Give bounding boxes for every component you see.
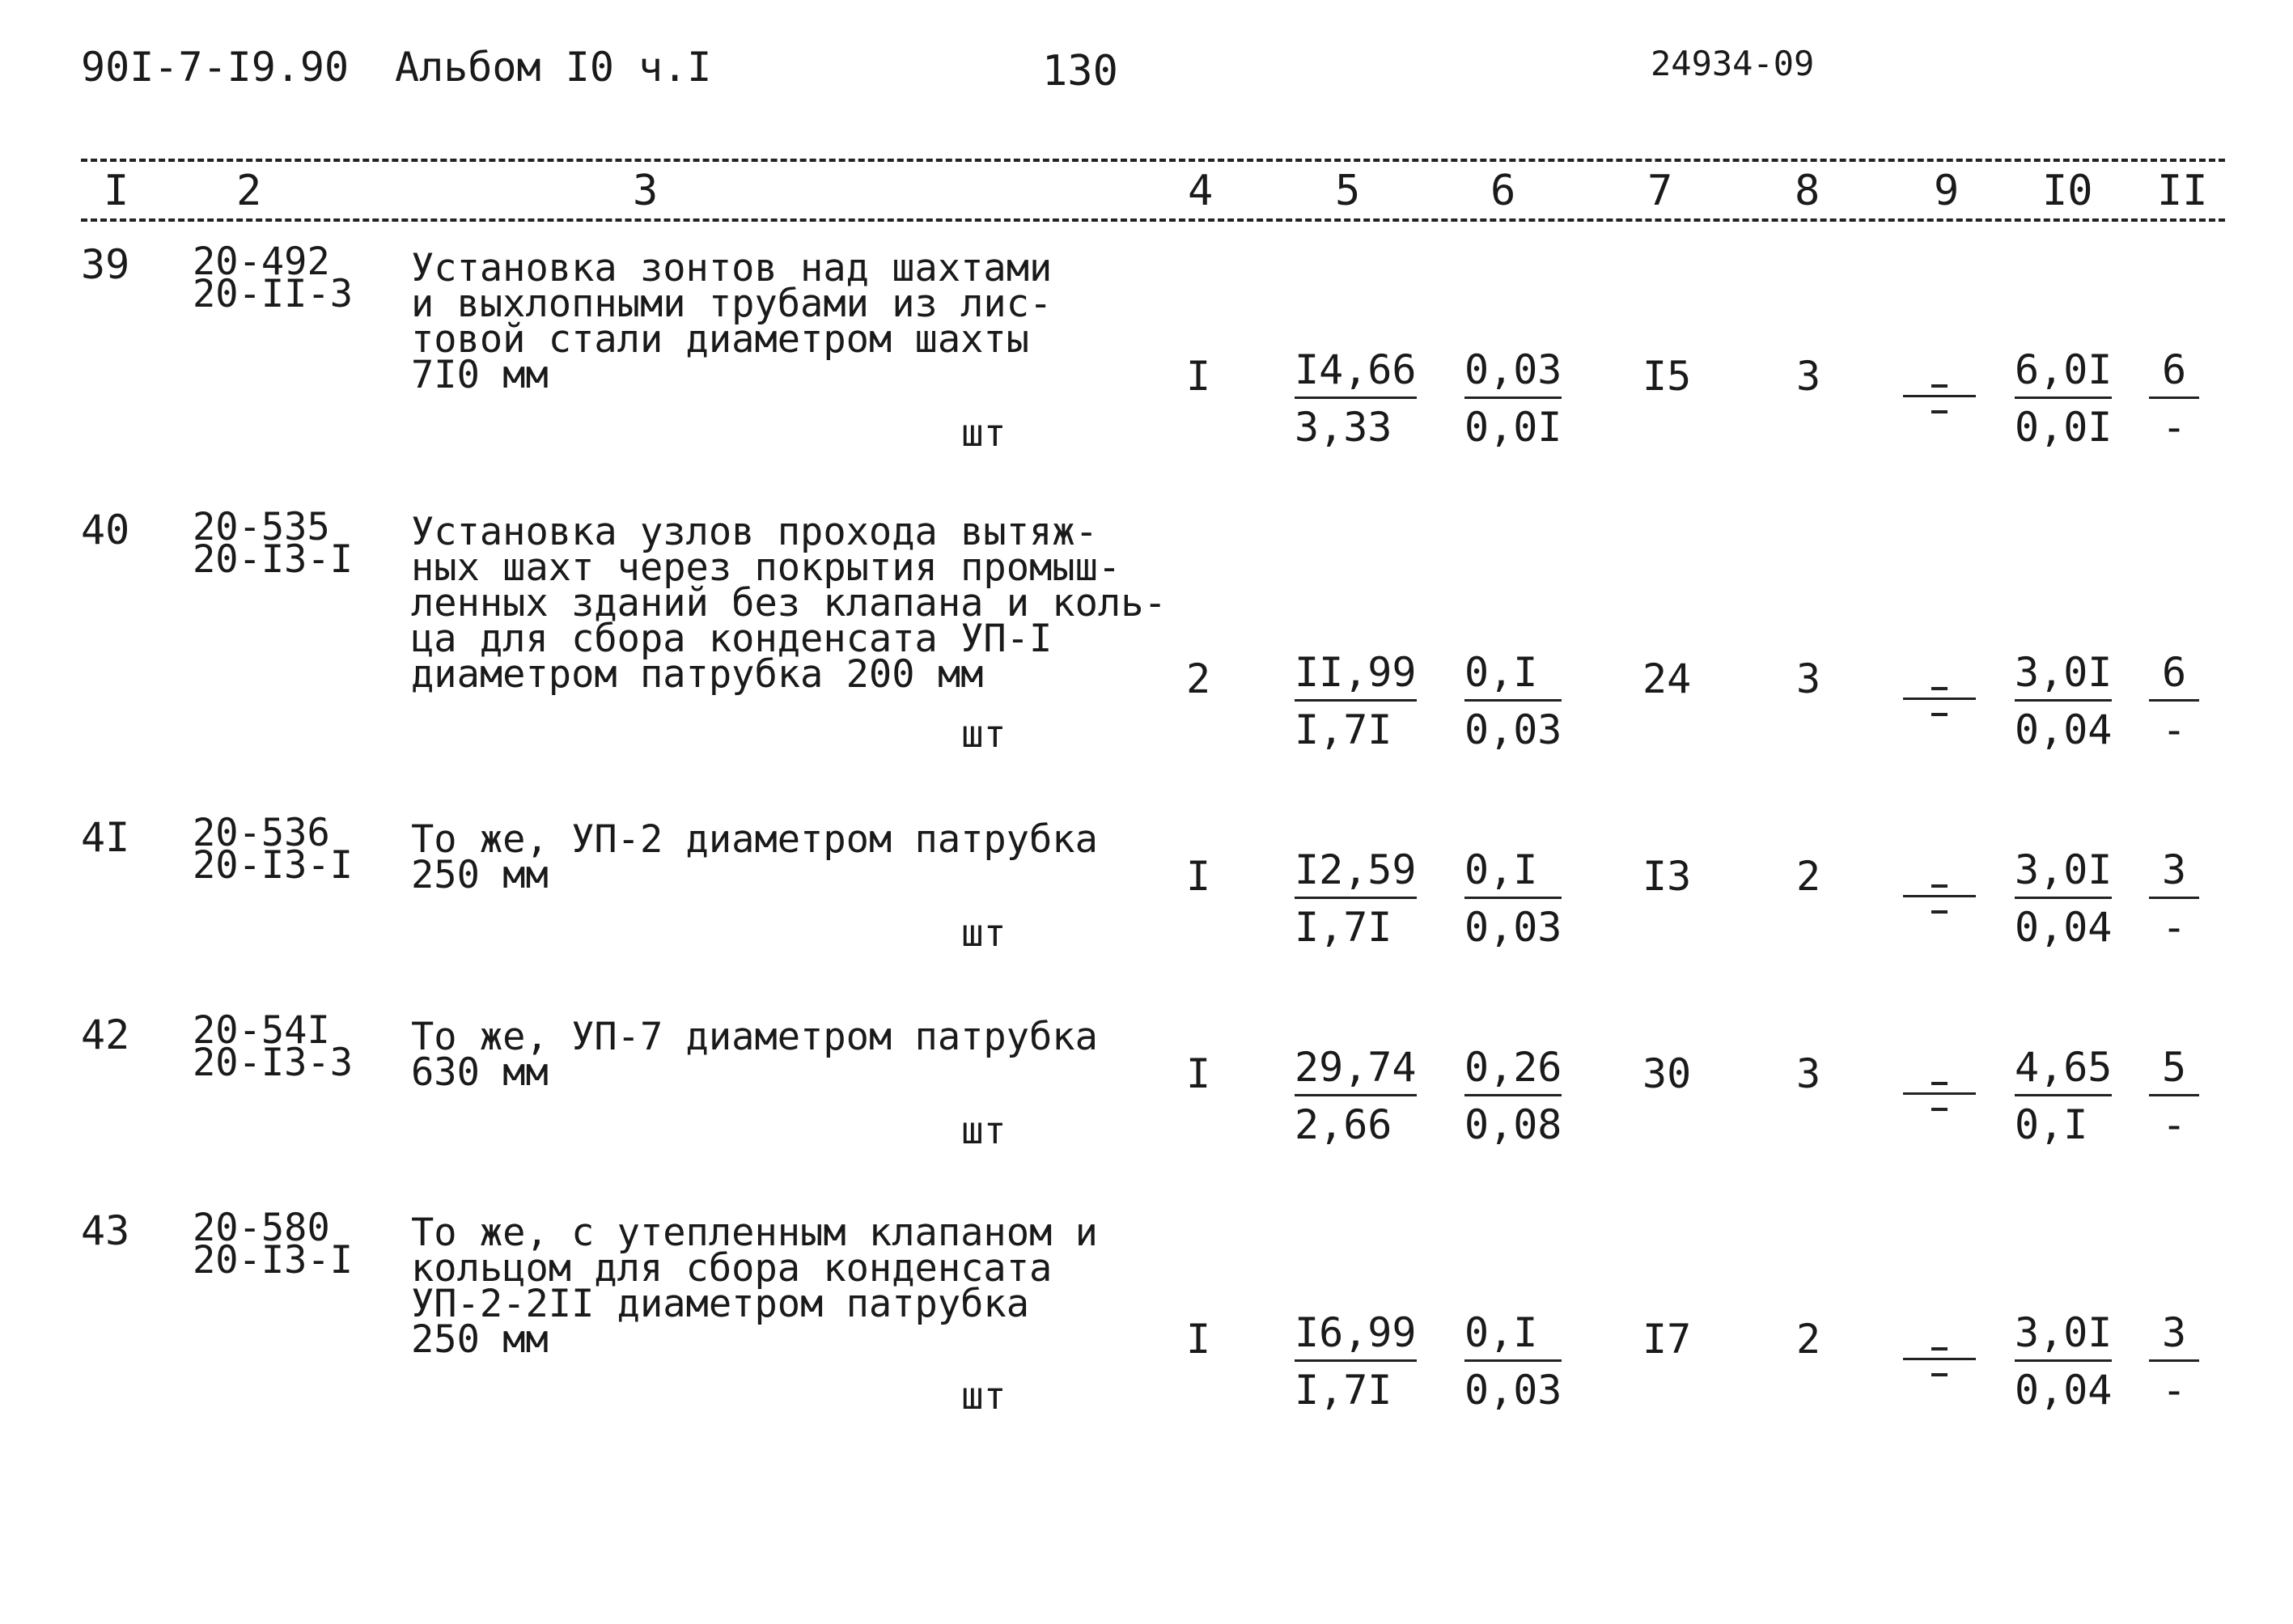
col6-fraction — [1464, 846, 1562, 951]
col5-top: I4,66 — [1295, 350, 1417, 399]
work-description-line: 630 мм — [411, 1050, 549, 1095]
col6-fraction — [1464, 649, 1562, 753]
column-header: 8 — [1795, 167, 1820, 215]
norm-code: 20-492 — [193, 240, 330, 284]
col11-dash: - — [2162, 706, 2187, 753]
unit-label: шт — [961, 1374, 1007, 1418]
work-description-line: 250 мм — [411, 853, 549, 897]
col11-top: 6 — [2149, 350, 2199, 399]
norm-code: 20-I3-I — [193, 537, 354, 582]
work-description-line: Установка зонтов над шахтами — [411, 246, 1053, 290]
col10-fraction — [2015, 1044, 2113, 1148]
col5-fraction — [1295, 346, 1417, 451]
col6-top: 0,I — [1464, 652, 1562, 702]
work-description-line: товой стали диаметром шахты — [411, 317, 1030, 362]
column-header: II — [2157, 167, 2208, 215]
col5-fraction — [1295, 846, 1417, 951]
column-header: 6 — [1490, 167, 1516, 215]
row-number: 39 — [81, 241, 130, 288]
col10-bottom: 0,0I — [2015, 404, 2113, 451]
work-description-line: ленных зданий без клапана и коль- — [411, 581, 1167, 625]
col7-value: I7 — [1642, 1316, 1692, 1363]
norm-code: 20-I3-I — [193, 1238, 354, 1283]
header-rule-bottom — [81, 218, 2225, 222]
col8-value: 3 — [1796, 353, 1821, 400]
col10-fraction — [2015, 846, 2113, 951]
dash-fraction — [1903, 698, 1976, 700]
col5-bottom: I,7I — [1295, 1367, 1392, 1414]
col5-top: II,99 — [1295, 652, 1417, 702]
col10-top: 3,0I — [2015, 1312, 2112, 1362]
col10-bottom: 0,04 — [2015, 1367, 2113, 1414]
norm-code: 20-I3-3 — [193, 1041, 354, 1085]
col6-top: 0,03 — [1464, 350, 1562, 399]
col11-top: 3 — [2149, 1312, 2199, 1362]
column-header: I0 — [2042, 167, 2093, 215]
col5-top: 29,74 — [1295, 1047, 1417, 1096]
dash-fraction — [1903, 395, 1976, 397]
work-description-line: и выхлопными трубами из лис- — [411, 282, 1053, 326]
col10-bottom: 0,04 — [2015, 904, 2113, 951]
doc-code: 90I-7-I9.90 — [81, 44, 350, 91]
col11-top: 3 — [2149, 850, 2199, 899]
column-header: 4 — [1188, 167, 1214, 215]
col7-value: 30 — [1642, 1050, 1692, 1097]
page-number: 130 — [1042, 47, 1118, 95]
col5-top: I2,59 — [1295, 850, 1417, 899]
column-header: 2 — [236, 167, 262, 215]
work-description-line: То же, УП-2 диаметром патрубка — [411, 817, 1098, 862]
norm-code: 20-535 — [193, 505, 330, 549]
dash-fraction — [1903, 895, 1976, 897]
work-description-line: диаметром патрубка 200 мм — [411, 652, 984, 697]
row-number: 42 — [81, 1011, 130, 1058]
col5-fraction — [1295, 649, 1417, 753]
col10-top: 4,65 — [2015, 1047, 2112, 1096]
col8-value: 3 — [1796, 1050, 1821, 1097]
work-description-line: ных шахт через покрытия промыш- — [411, 545, 1121, 590]
quantity-value: I — [1186, 1050, 1211, 1097]
col7-value: I5 — [1642, 353, 1692, 400]
work-description-line: Установка узлов прохода вытяж- — [411, 510, 1098, 554]
col5-bottom: 3,33 — [1295, 404, 1392, 451]
quantity-value: I — [1186, 853, 1211, 900]
stamp-number: 24934-09 — [1651, 44, 1815, 83]
unit-label: шт — [961, 712, 1007, 756]
col6-fraction — [1464, 1309, 1562, 1414]
col6-top: 0,I — [1464, 1312, 1562, 1362]
norm-code: 20-54I — [193, 1008, 330, 1053]
row-number: 40 — [81, 507, 130, 553]
col10-bottom: 0,04 — [2015, 706, 2113, 753]
norm-code: 20-536 — [193, 811, 330, 855]
quantity-value: I — [1186, 1316, 1211, 1363]
norm-code: 20-I3-I — [193, 843, 354, 888]
col11-fraction — [2149, 846, 2199, 951]
col11-dash: - — [2162, 1367, 2187, 1414]
col7-value: I3 — [1642, 853, 1692, 900]
col11-fraction — [2149, 346, 2199, 451]
col11-dash: - — [2162, 404, 2187, 451]
column-header: 7 — [1647, 167, 1673, 215]
column-header: 5 — [1335, 167, 1361, 215]
row-number: 4I — [81, 814, 130, 861]
row-number: 43 — [81, 1207, 130, 1254]
col10-fraction — [2015, 1309, 2113, 1414]
header-rule-top — [81, 159, 2225, 162]
quantity-value: 2 — [1186, 655, 1211, 702]
dash-fraction — [1903, 1092, 1976, 1095]
col6-bottom: 0,03 — [1464, 904, 1562, 951]
work-description-line: То же, УП-7 диаметром патрубка — [411, 1015, 1098, 1059]
col6-bottom: 0,08 — [1464, 1101, 1562, 1148]
col5-fraction — [1295, 1044, 1417, 1148]
column-header: I — [104, 167, 129, 215]
col5-top: I6,99 — [1295, 1312, 1417, 1362]
unit-label: шт — [961, 411, 1007, 455]
col5-bottom: I,7I — [1295, 706, 1392, 753]
col10-fraction — [2015, 346, 2113, 451]
album-label: Альбом I0 ч.I — [395, 44, 712, 91]
col11-dash: - — [2162, 1101, 2187, 1148]
norm-code: 20-580 — [193, 1206, 330, 1250]
col5-fraction — [1295, 1309, 1417, 1414]
dash-fraction — [1903, 1358, 1976, 1360]
col10-fraction — [2015, 649, 2113, 753]
work-description-line: 7I0 мм — [411, 353, 549, 397]
norm-code: 20-II-3 — [193, 272, 354, 316]
col6-bottom: 0,03 — [1464, 706, 1562, 753]
unit-label: шт — [961, 911, 1007, 955]
col11-fraction — [2149, 1309, 2199, 1414]
column-header: 3 — [633, 167, 659, 215]
col11-top: 5 — [2149, 1047, 2199, 1096]
unit-label: шт — [961, 1109, 1007, 1152]
work-description-line: То же, с утепленным клапаном и — [411, 1211, 1098, 1255]
work-description-line: ца для сбора конденсата УП-I — [411, 617, 1053, 661]
work-description-line: кольцом для сбора конденсата — [411, 1246, 1053, 1291]
col7-value: 24 — [1642, 655, 1692, 702]
col10-top: 3,0I — [2015, 850, 2112, 899]
col6-fraction — [1464, 1044, 1562, 1148]
column-header: 9 — [1934, 167, 1960, 215]
col11-fraction — [2149, 1044, 2199, 1148]
col6-bottom: 0,0I — [1464, 404, 1562, 451]
col6-fraction — [1464, 346, 1562, 451]
col6-top: 0,26 — [1464, 1047, 1562, 1096]
work-description-line: УП-2-2II диаметром патрубка — [411, 1282, 1030, 1326]
col8-value: 2 — [1796, 1316, 1821, 1363]
col6-bottom: 0,03 — [1464, 1367, 1562, 1414]
work-description-line: 250 мм — [411, 1317, 549, 1362]
col10-top: 3,0I — [2015, 652, 2112, 702]
col8-value: 3 — [1796, 655, 1821, 702]
col10-bottom: 0,I — [2015, 1101, 2088, 1148]
col8-value: 2 — [1796, 853, 1821, 900]
col11-dash: - — [2162, 904, 2187, 951]
quantity-value: I — [1186, 353, 1211, 400]
col5-bottom: 2,66 — [1295, 1101, 1392, 1148]
col6-top: 0,I — [1464, 850, 1562, 899]
col5-bottom: I,7I — [1295, 904, 1392, 951]
col10-top: 6,0I — [2015, 350, 2112, 399]
col11-top: 6 — [2149, 652, 2199, 702]
col11-fraction — [2149, 649, 2199, 753]
